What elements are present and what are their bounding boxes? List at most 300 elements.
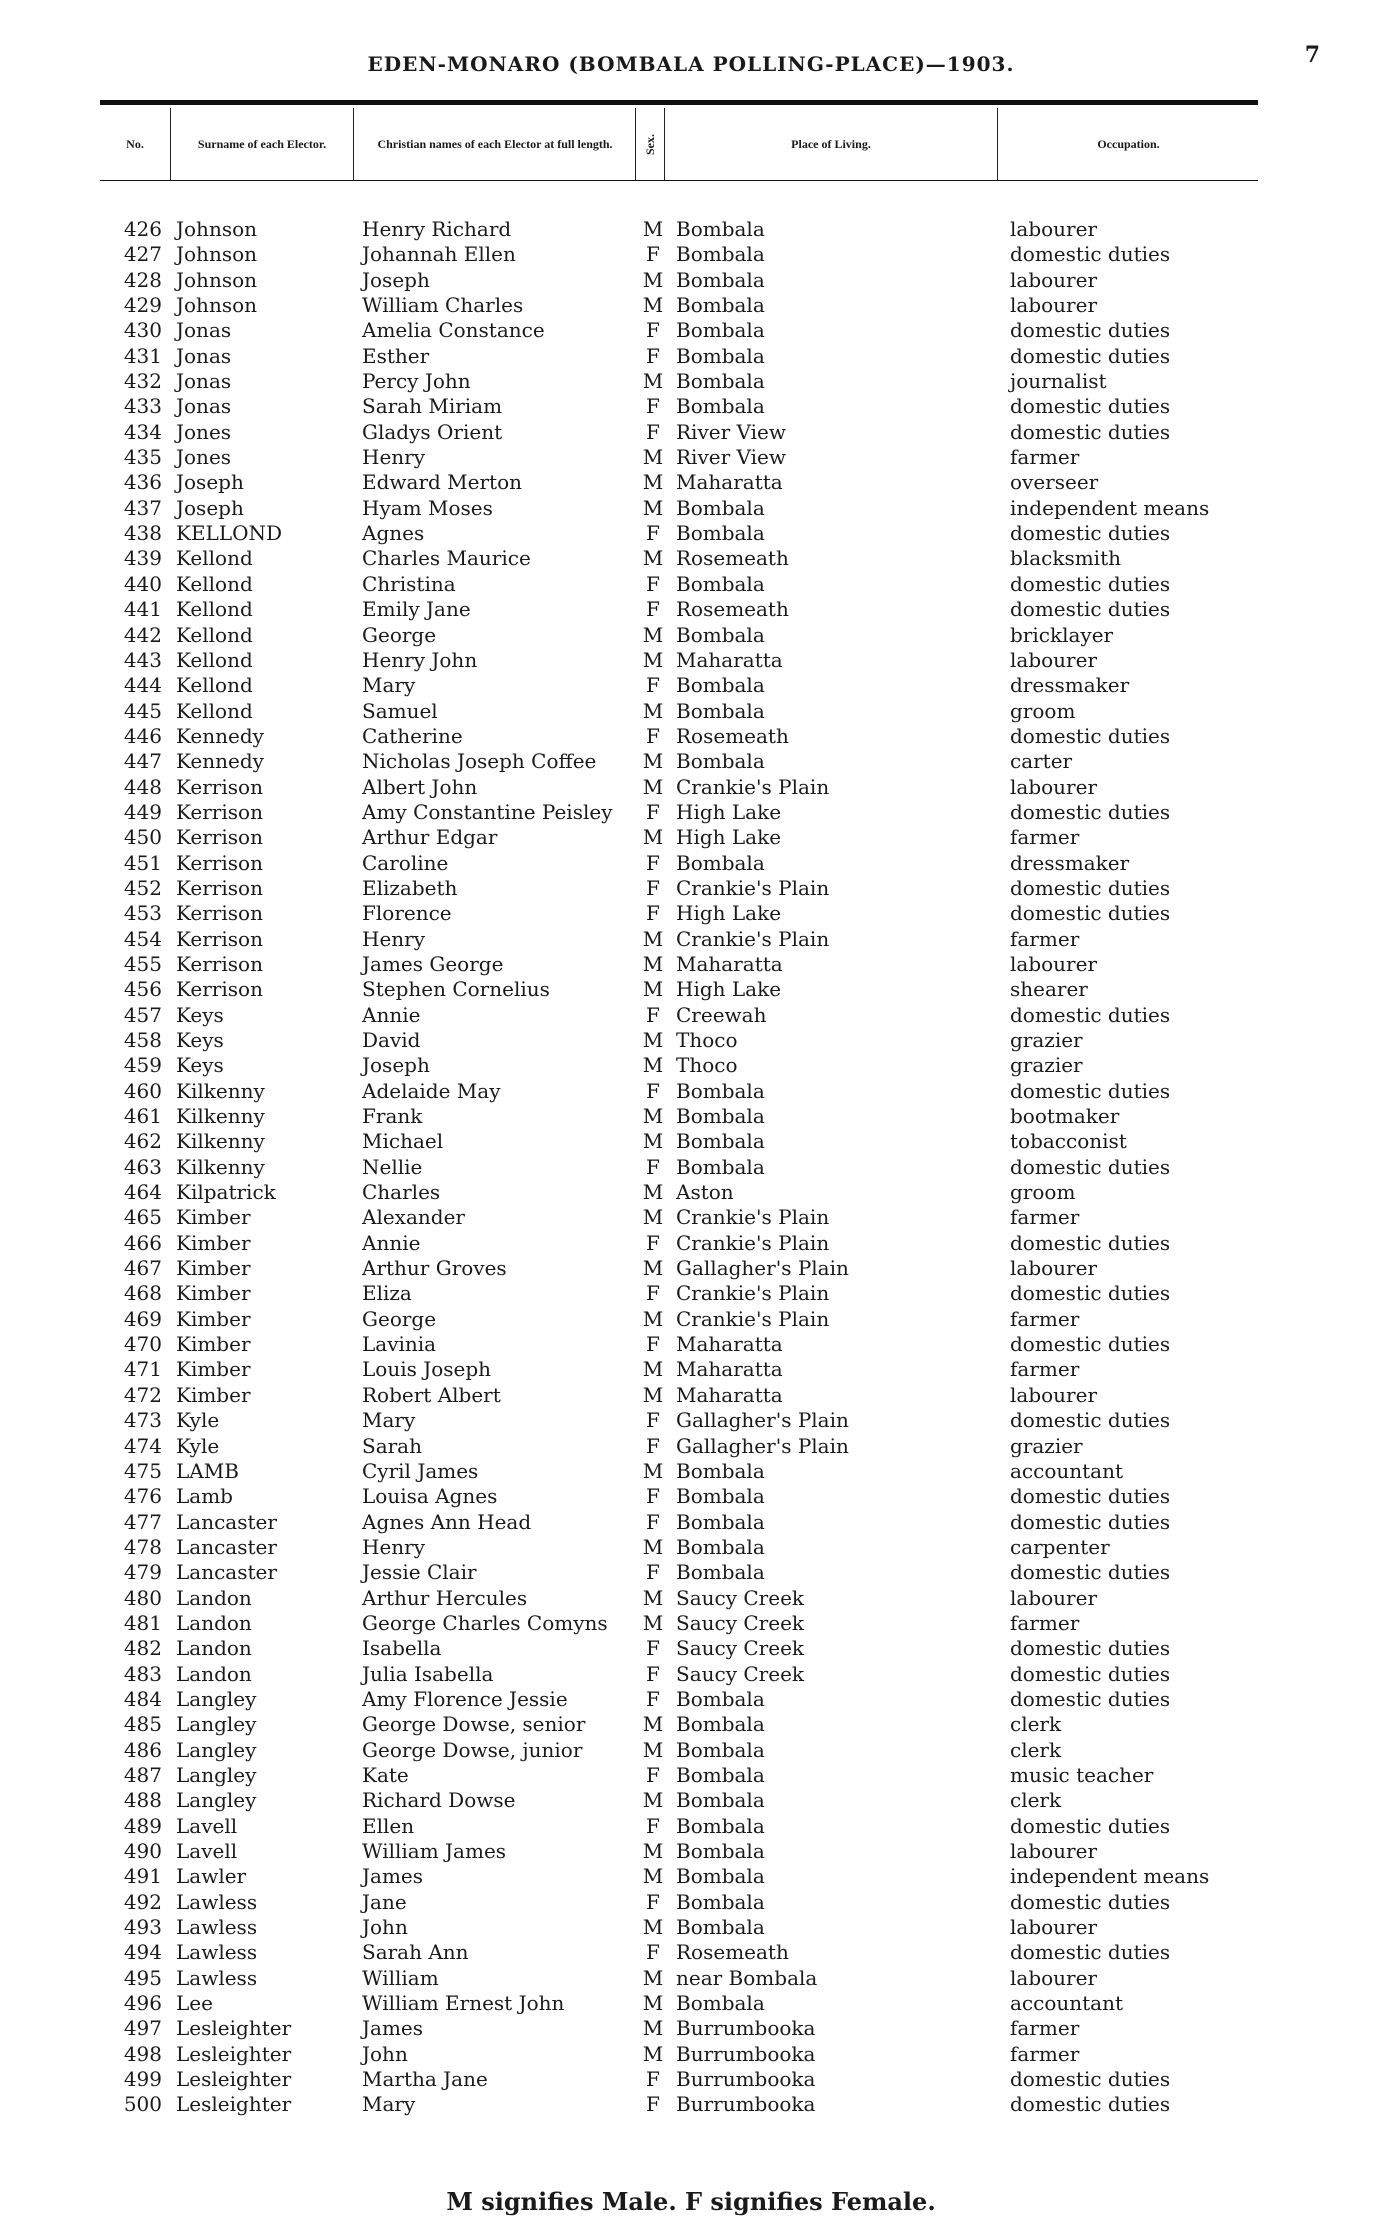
elector-place: Maharatta (676, 951, 783, 976)
table-row (0, 217, 1382, 242)
elector-number: 436 (123, 470, 162, 495)
elector-christian-names: George Dowse, junior (362, 1737, 583, 1762)
elector-number: 439 (123, 546, 162, 571)
elector-surname: Kimber (176, 1205, 251, 1230)
elector-sex: M (642, 1256, 664, 1281)
elector-christian-names: Arthur Edgar (362, 825, 498, 850)
elector-place: Bombala (676, 369, 765, 394)
elector-christian-names: Henry (362, 445, 426, 470)
elector-place: Bombala (676, 394, 765, 419)
elector-occupation: domestic duties (1010, 799, 1171, 824)
elector-christian-names: Samuel (362, 698, 438, 723)
elector-surname: Joseph (176, 470, 244, 495)
elector-number: 460 (123, 1078, 162, 1103)
table-row (0, 1966, 1382, 1991)
elector-sex: F (646, 1484, 660, 1509)
elector-occupation: domestic duties (1010, 521, 1171, 546)
elector-place: Bombala (676, 571, 765, 596)
elector-number: 447 (123, 749, 162, 774)
elector-sex: F (646, 419, 660, 444)
elector-christian-names: Annie (362, 1230, 421, 1255)
elector-place: Creewah (676, 1002, 767, 1027)
table-row (0, 1003, 1382, 1028)
elector-occupation: domestic duties (1010, 875, 1171, 900)
elector-surname: Kimber (176, 1230, 251, 1255)
elector-surname: Kennedy (176, 749, 264, 774)
elector-christian-names: Sarah Miriam (362, 394, 503, 419)
elector-occupation: farmer (1010, 2016, 1080, 2041)
table-row (0, 952, 1382, 977)
elector-place: Bombala (676, 293, 765, 318)
elector-occupation: labourer (1010, 293, 1098, 318)
elector-occupation: farmer (1010, 825, 1080, 850)
table-row (0, 1788, 1382, 1813)
elector-number: 426 (123, 217, 162, 241)
table-row (0, 293, 1382, 318)
elector-place: Crankie's Plain (676, 926, 830, 951)
elector-christian-names: John (362, 1915, 408, 1940)
elector-place: Saucy Creek (676, 1636, 805, 1661)
elector-christian-names: Alexander (362, 1205, 465, 1230)
elector-place: Crankie's Plain (676, 1230, 830, 1255)
elector-occupation: domestic duties (1010, 597, 1171, 622)
elector-sex: F (646, 1686, 660, 1711)
elector-occupation: dressmaker (1010, 850, 1130, 875)
table-row (0, 775, 1382, 800)
elector-place: Bombala (676, 1078, 765, 1103)
elector-number: 476 (123, 1484, 162, 1509)
elector-number: 441 (123, 597, 162, 622)
elector-christian-names: Henry Richard (362, 217, 512, 241)
elector-place: Bombala (676, 1762, 765, 1787)
elector-sex: F (646, 1332, 660, 1357)
elector-christian-names: Sarah Ann (362, 1940, 469, 1965)
elector-number: 479 (123, 1560, 162, 1585)
elector-number: 464 (123, 1180, 162, 1205)
table-row (0, 546, 1382, 571)
elector-christian-names: Adelaide May (362, 1078, 501, 1103)
elector-number: 443 (123, 647, 162, 672)
table-row (0, 344, 1382, 369)
elector-place: Bombala (676, 1915, 765, 1940)
elector-sex: F (646, 799, 660, 824)
elector-place: Thoco (676, 1053, 738, 1078)
elector-number: 461 (123, 1104, 162, 1129)
elector-number: 458 (123, 1028, 162, 1052)
elector-occupation: domestic duties (1010, 419, 1171, 444)
elector-sex: M (642, 2041, 664, 2066)
elector-christian-names: Emily Jane (362, 597, 471, 622)
table-row (0, 318, 1382, 343)
elector-place: Gallagher's Plain (676, 1433, 849, 1458)
legend-footer: M signifies Male. F signifies Female. (446, 2187, 936, 2216)
elector-number: 466 (123, 1230, 162, 1255)
elector-place: Bombala (676, 495, 765, 520)
elector-christian-names: Arthur Groves (362, 1256, 507, 1281)
elector-sex: M (642, 1991, 664, 2016)
elector-surname: Keys (176, 1053, 224, 1078)
elector-occupation: domestic duties (1010, 1281, 1171, 1306)
elector-christian-names: Eliza (362, 1281, 412, 1306)
table-row (0, 420, 1382, 445)
elector-occupation: domestic duties (1010, 1509, 1171, 1534)
elector-christian-names: Percy John (362, 369, 471, 394)
elector-place: Bombala (676, 698, 765, 723)
header-surname: Surname of each Elector. (197, 136, 327, 151)
elector-place: Rosemeath (676, 723, 789, 748)
elector-occupation: domestic duties (1010, 1813, 1171, 1838)
elector-sex: F (646, 1762, 660, 1787)
elector-christian-names: Julia Isabella (362, 1661, 494, 1686)
elector-surname: Johnson (176, 217, 258, 241)
elector-number: 495 (123, 1965, 162, 1990)
elector-surname: Lancaster (176, 1534, 277, 1559)
elector-occupation: labourer (1010, 774, 1098, 799)
elector-sex: F (646, 1661, 660, 1686)
elector-sex: M (642, 1610, 664, 1635)
table-row (0, 1332, 1382, 1357)
table-row (0, 1535, 1382, 1560)
elector-occupation: labourer (1010, 1382, 1098, 1407)
elector-sex: M (642, 1357, 664, 1382)
elector-surname: Keys (176, 1028, 224, 1052)
elector-christian-names: Annie (362, 1002, 421, 1027)
elector-christian-names: Catherine (362, 723, 463, 748)
table-row (0, 1028, 1382, 1053)
elector-surname: Jones (176, 445, 232, 470)
elector-christian-names: William (362, 1965, 439, 1990)
elector-occupation: independent means (1010, 495, 1210, 520)
elector-number: 453 (123, 901, 162, 926)
elector-christian-names: Jessie Clair (362, 1560, 477, 1585)
elector-sex: M (642, 1458, 664, 1483)
elector-surname: Lavell (176, 1813, 238, 1838)
elector-occupation: labourer (1010, 1915, 1098, 1940)
elector-place: Bombala (676, 521, 765, 546)
elector-place: Burrumbooka (676, 2067, 816, 2092)
table-row (0, 876, 1382, 901)
elector-sex: F (646, 1509, 660, 1534)
elector-sex: F (646, 242, 660, 267)
elector-christian-names: Mary (362, 2092, 416, 2117)
table-header (100, 108, 1258, 180)
elector-occupation: labourer (1010, 1839, 1098, 1863)
elector-occupation: domestic duties (1010, 901, 1171, 926)
elector-sex: F (646, 1813, 660, 1838)
table-row (0, 2067, 1382, 2092)
page-title: EDEN-MONARO (BOMBALA POLLING-PLACE)—1903. (367, 52, 1015, 76)
elector-place: Bombala (676, 217, 765, 241)
elector-place: Bombala (676, 1788, 765, 1813)
elector-christian-names: Edward Merton (362, 470, 522, 495)
table-row (0, 1611, 1382, 1636)
elector-place: Crankie's Plain (676, 1205, 830, 1230)
elector-number: 451 (123, 850, 162, 875)
elector-surname: LAMB (176, 1458, 239, 1483)
table-row (0, 1636, 1382, 1661)
elector-number: 448 (123, 774, 162, 799)
table-row (0, 1864, 1382, 1889)
elector-surname: Kellond (176, 698, 253, 723)
elector-surname: Kerrison (176, 926, 263, 951)
elector-occupation: clerk (1010, 1737, 1062, 1762)
elector-sex: M (642, 369, 664, 394)
elector-christian-names: William Charles (362, 293, 524, 318)
elector-number: 433 (123, 394, 162, 419)
elector-place: Maharatta (676, 1332, 783, 1357)
elector-place: High Lake (676, 901, 782, 926)
elector-occupation: domestic duties (1010, 571, 1171, 596)
header-sex (637, 108, 663, 180)
table-row (0, 1991, 1382, 2016)
elector-sex: F (646, 1002, 660, 1027)
table-row (0, 1915, 1382, 1940)
elector-surname: Kilkenny (176, 1104, 265, 1129)
elector-place: Burrumbooka (676, 2041, 816, 2066)
elector-sex: F (646, 521, 660, 546)
elector-place: Bombala (676, 1813, 765, 1838)
elector-number: 478 (123, 1534, 162, 1559)
table-row (0, 268, 1382, 293)
elector-surname: Landon (176, 1585, 252, 1610)
table-row (0, 1383, 1382, 1408)
elector-number: 459 (123, 1053, 162, 1078)
elector-occupation: domestic duties (1010, 318, 1171, 343)
elector-occupation: domestic duties (1010, 242, 1171, 267)
elector-christian-names: Amy Florence Jessie (362, 1686, 568, 1711)
elector-place: Rosemeath (676, 1940, 789, 1965)
elector-place: Saucy Creek (676, 1610, 805, 1635)
elector-place: Bombala (676, 1458, 765, 1483)
page-number: 7 (1304, 42, 1320, 68)
elector-sex: M (642, 1839, 664, 1863)
elector-sex: M (642, 1965, 664, 1990)
elector-christian-names: Albert John (362, 774, 478, 799)
elector-occupation: farmer (1010, 1205, 1080, 1230)
elector-surname: Kerrison (176, 774, 263, 799)
table-row (0, 1712, 1382, 1737)
elector-occupation: labourer (1010, 1256, 1098, 1281)
table-row (0, 1940, 1382, 1965)
elector-surname: Kellond (176, 673, 253, 698)
elector-surname: KELLOND (176, 521, 283, 546)
table-row (0, 597, 1382, 622)
elector-surname: Lesleighter (176, 2041, 292, 2066)
elector-place: River View (676, 419, 786, 444)
elector-place: Aston (676, 1180, 734, 1205)
elector-christian-names: Nellie (362, 1154, 423, 1179)
elector-surname: Kimber (176, 1281, 251, 1306)
elector-occupation: grazier (1010, 1433, 1083, 1458)
elector-christian-names: George (362, 1306, 437, 1331)
elector-christian-names: Martha Jane (362, 2067, 488, 2092)
elector-number: 442 (123, 622, 162, 647)
elector-sex: M (642, 1534, 664, 1559)
header-place: Place of Living. (791, 136, 871, 151)
table-row (0, 1079, 1382, 1104)
elector-christian-names: Johannah Ellen (362, 242, 516, 267)
elector-christian-names: Arthur Hercules (362, 1585, 528, 1610)
elector-sex: M (642, 774, 664, 799)
elector-christian-names: Ellen (362, 1813, 415, 1838)
elector-number: 474 (123, 1433, 162, 1458)
elector-christian-names: Esther (362, 343, 430, 368)
elector-number: 485 (123, 1712, 162, 1737)
elector-sex: F (646, 1230, 660, 1255)
elector-christian-names: Mary (362, 1408, 416, 1433)
elector-christian-names: Kate (362, 1762, 409, 1787)
elector-occupation: groom (1010, 698, 1076, 723)
elector-occupation: music teacher (1010, 1762, 1154, 1787)
elector-place: Saucy Creek (676, 1585, 805, 1610)
elector-surname: Kimber (176, 1256, 251, 1281)
elector-place: Bombala (676, 318, 765, 343)
elector-sex: F (646, 343, 660, 368)
elector-sex: F (646, 875, 660, 900)
elector-place: Bombala (676, 1991, 765, 2016)
elector-number: 500 (123, 2092, 162, 2117)
elector-occupation: farmer (1010, 1306, 1080, 1331)
elector-occupation: journalist (1010, 369, 1107, 394)
elector-number: 455 (123, 951, 162, 976)
elector-number: 463 (123, 1154, 162, 1179)
elector-occupation: domestic duties (1010, 2092, 1171, 2117)
elector-number: 499 (123, 2067, 162, 2092)
table-row (0, 901, 1382, 926)
elector-christian-names: Caroline (362, 850, 449, 875)
table-row (0, 1484, 1382, 1509)
header-christian-names: Christian names of each Elector at full length. (377, 136, 613, 151)
elector-number: 496 (123, 1991, 162, 2016)
elector-sex: F (646, 1154, 660, 1179)
table-row (0, 1408, 1382, 1433)
elector-number: 445 (123, 698, 162, 723)
elector-sex: F (646, 1560, 660, 1585)
elector-christian-names: Henry (362, 1534, 426, 1559)
elector-surname: Lesleighter (176, 2016, 292, 2041)
header-no: No. (126, 136, 144, 151)
elector-occupation: domestic duties (1010, 1002, 1171, 1027)
elector-sex: M (642, 1864, 664, 1889)
header-divider (635, 108, 636, 180)
elector-christian-names: Charles Maurice (362, 546, 531, 571)
elector-christian-names: Agnes Ann Head (362, 1509, 532, 1534)
elector-place: Bombala (676, 1129, 765, 1154)
elector-surname: Lawless (176, 1889, 258, 1914)
elector-occupation: overseer (1010, 470, 1099, 495)
elector-surname: Lawless (176, 1965, 258, 1990)
elector-sex: F (646, 850, 660, 875)
elector-place: Maharatta (676, 647, 783, 672)
elector-occupation: domestic duties (1010, 1686, 1171, 1711)
elector-occupation: grazier (1010, 1028, 1083, 1052)
elector-surname: Landon (176, 1636, 252, 1661)
elector-occupation: farmer (1010, 926, 1080, 951)
elector-surname: Langley (176, 1686, 257, 1711)
elector-sex: F (646, 1281, 660, 1306)
table-row (0, 1662, 1382, 1687)
table-row (0, 1307, 1382, 1332)
elector-surname: Lancaster (176, 1509, 277, 1534)
elector-sex: M (642, 470, 664, 495)
elector-sex: F (646, 673, 660, 698)
elector-sex: F (646, 571, 660, 596)
elector-place: Crankie's Plain (676, 774, 830, 799)
elector-number: 498 (123, 2041, 162, 2066)
elector-place: Bombala (676, 1154, 765, 1179)
elector-christian-names: George Dowse, senior (362, 1712, 586, 1737)
elector-occupation: labourer (1010, 1965, 1098, 1990)
elector-number: 471 (123, 1357, 162, 1382)
elector-christian-names: Michael (362, 1129, 444, 1154)
elector-list (0, 217, 1382, 2118)
elector-surname: Kerrison (176, 825, 263, 850)
elector-number: 492 (123, 1889, 162, 1914)
elector-occupation: farmer (1010, 1357, 1080, 1382)
elector-surname: Lawless (176, 1915, 258, 1940)
elector-christian-names: Gladys Orient (362, 419, 503, 444)
elector-sex: F (646, 1889, 660, 1914)
elector-occupation: carpenter (1010, 1534, 1110, 1559)
elector-christian-names: Richard Dowse (362, 1788, 516, 1813)
elector-occupation: domestic duties (1010, 343, 1171, 368)
elector-occupation: domestic duties (1010, 1484, 1171, 1509)
table-row (0, 724, 1382, 749)
elector-surname: Kilkenny (176, 1129, 265, 1154)
elector-occupation: farmer (1010, 2041, 1080, 2066)
elector-sex: M (642, 1129, 664, 1154)
elector-sex: M (642, 1180, 664, 1205)
header-divider (664, 108, 665, 180)
header-divider (997, 108, 998, 180)
elector-surname: Kyle (176, 1433, 220, 1458)
table-row (0, 1814, 1382, 1839)
elector-place: Rosemeath (676, 546, 789, 571)
elector-occupation: bricklayer (1010, 622, 1114, 647)
elector-surname: Kerrison (176, 901, 263, 926)
table-row (0, 1155, 1382, 1180)
header-bottom-rule (100, 180, 1258, 181)
elector-surname: Jonas (176, 343, 232, 368)
elector-occupation: blacksmith (1010, 546, 1121, 571)
elector-sex: F (646, 1636, 660, 1661)
elector-sex: M (642, 1915, 664, 1940)
elector-surname: Lawless (176, 1940, 258, 1965)
elector-number: 456 (123, 977, 162, 1002)
elector-place: near Bombala (676, 1965, 818, 1990)
elector-christian-names: Stephen Cornelius (362, 977, 550, 1002)
elector-surname: Lesleighter (176, 2067, 292, 2092)
elector-place: Bombala (676, 1560, 765, 1585)
elector-number: 482 (123, 1636, 162, 1661)
elector-occupation: labourer (1010, 951, 1098, 976)
table-row (0, 2092, 1382, 2117)
elector-surname: Landon (176, 1661, 252, 1686)
elector-place: Bombala (676, 1509, 765, 1534)
table-row (0, 927, 1382, 952)
elector-surname: Kennedy (176, 723, 264, 748)
elector-number: 489 (123, 1813, 162, 1838)
elector-christian-names: Cyril James (362, 1458, 479, 1483)
elector-occupation: domestic duties (1010, 1889, 1171, 1914)
elector-surname: Kilkenny (176, 1154, 265, 1179)
elector-christian-names: George Charles Comyns (362, 1610, 608, 1635)
elector-sex: M (642, 825, 664, 850)
elector-surname: Jonas (176, 318, 232, 343)
elector-occupation: clerk (1010, 1788, 1062, 1813)
table-row (0, 369, 1382, 394)
elector-surname: Kellond (176, 597, 253, 622)
